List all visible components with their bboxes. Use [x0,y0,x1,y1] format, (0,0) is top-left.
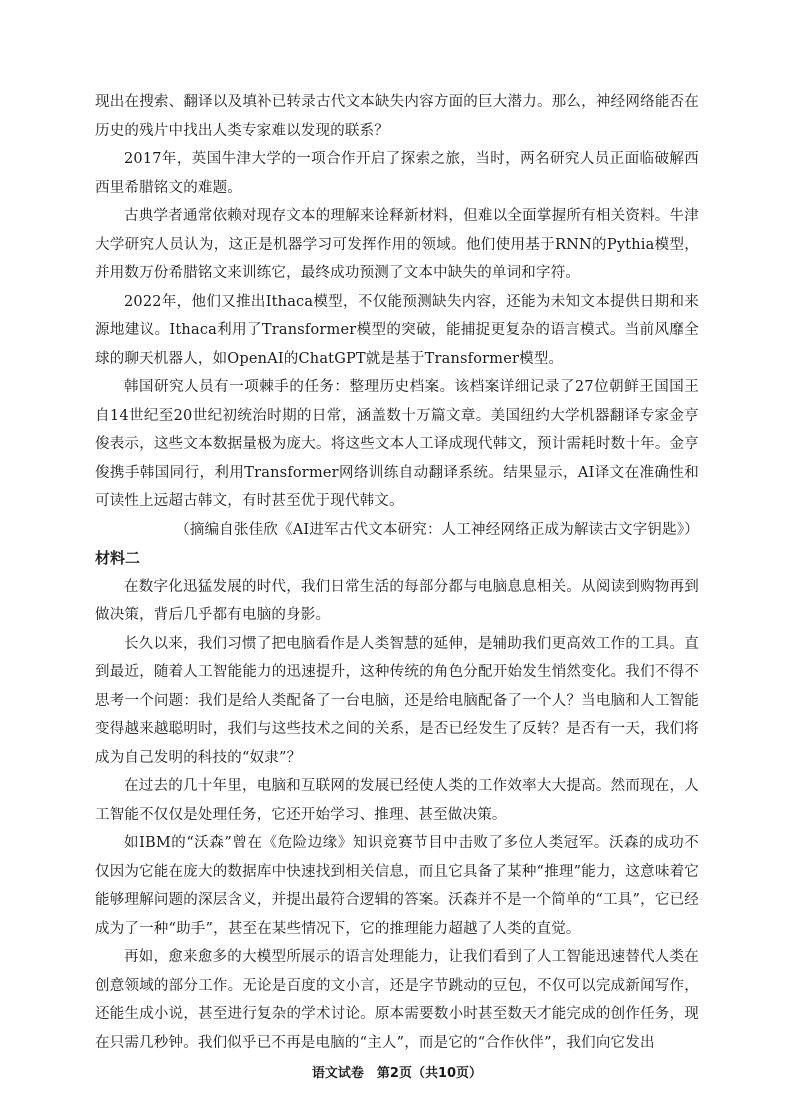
page-content [95,88,699,1057]
paragraph: 在数字化迅猛发展的时代，我们日常生活的每部分都与电脑息息相关。从阅读到购物再到做决策，背后几乎都有电脑的身影。 [95,578,699,623]
paragraph: 2022年，他们又推出Ithaca模型，不仅能预测缺失内容，还能为未知文本提供日期和来源地建议。Ithaca利用了Transformer模型的突破，能捕捉更复杂的语言模式。当前风靡全球的聊天机器人，如OpenAI的ChatGPT就是基于Transformer模型。 [95,293,699,367]
paragraph: 如IBM的“沃森”曾在《危险边缘》知识竞赛节目中击败了多位人类冠军。沃森的成功不仅因为它能在庞大的数据库中快速找到相关信息，而且它具备了某种“推理”能力，这意味着它能够理解问题的深层含义，并提出最符合逻辑的答案。沃森并不是一个简单的“工具”，它已经成为了一种“助手”，甚至在某些情况下，它的推理能力超越了人类的直觉。 [95,835,699,937]
paragraph: 韩国研究人员有一项棘手的任务：整理历史档案。该档案详细记录了27位朝鲜王国国王自14世纪至20世纪初统治时期的日常，涵盖数十万篇文章。美国纽约大学机器翻译专家金亨俊表示，这些文本数据量极为庞大。将这些文本人工译成现代韩文，预计需耗时数十年。金亨俊携手韩国同行，利用Transformer网络训练自动翻译系统。结果显示，AI译文在准确性和可读性上远超古韩文，有时甚至优于现代韩文。 [95,379,699,509]
paragraph: 2017年，英国牛津大学的一项合作开启了探索之旅，当时，两名研究人员正面临破解西西里希腊铭文的难题。 [95,151,699,196]
paragraph: 在过去的几十年里，电脑和互联网的发展已经使人类的工作效率大大提高。然而现在，人工智能不仅仅是处理任务，它还开始学习、推理、甚至做决策。 [95,778,699,823]
paragraph: 再如，愈来愈多的大模型所展示的语言处理能力，让我们看到了人工智能迅速替代人类在创意领域的部分工作。无论是百度的文小言，还是字节跳动的豆包，不仅可以完成新闻写作，还能生成小说，甚至进行复杂的学术讨论。原本需要数小时甚至数天才能完成的创作任务，现在只需几秒钟。我们似乎已不再是电脑的“主人”，而是它的“合作伙伴”，我们向它发出 [95,949,699,1051]
paragraph-continuation: 现出在搜索、翻译以及填补已转录古代文本缺失内容方面的巨大潜力。那么，神经网络能否在历史的残片中找出人类专家难以发现的联系？ [95,94,699,139]
page-footer: 语文试卷 第2页（共10页） [311,1066,483,1081]
paragraph: 长久以来，我们习惯了把电脑看作是人类智慧的延伸，是辅助我们更高效工作的工具。直到最近，随着人工智能能力的迅速提升，这种传统的角色分配开始发生悄然变化。我们不得不思考一个问题：我们是给人类配备了一台电脑，还是给电脑配备了一个人？当电脑和人工智能变得越来越聪明时，我们与这些技术之间的关系，是否已经发生了反转？是否有一天，我们将成为自己发明的科技的“奴隶”？ [95,635,699,766]
source-citation: （摘编自张佳欣《AI进军古代文本研究：人工神经网络正成为解读古文字钥匙》） [175,521,699,538]
paragraph: 古典学者通常依赖对现存文本的理解来诠释新材料，但难以全面掌握所有相关资料。牛津大学研究人员认为，这正是机器学习可发挥作用的领域。他们使用基于RNN的Pythia模型，并用数万份希腊铭文来训练它，最终成功预测了文本中缺失的单词和字符。 [95,208,699,281]
section-heading-material-2: 材料二 [95,549,141,567]
